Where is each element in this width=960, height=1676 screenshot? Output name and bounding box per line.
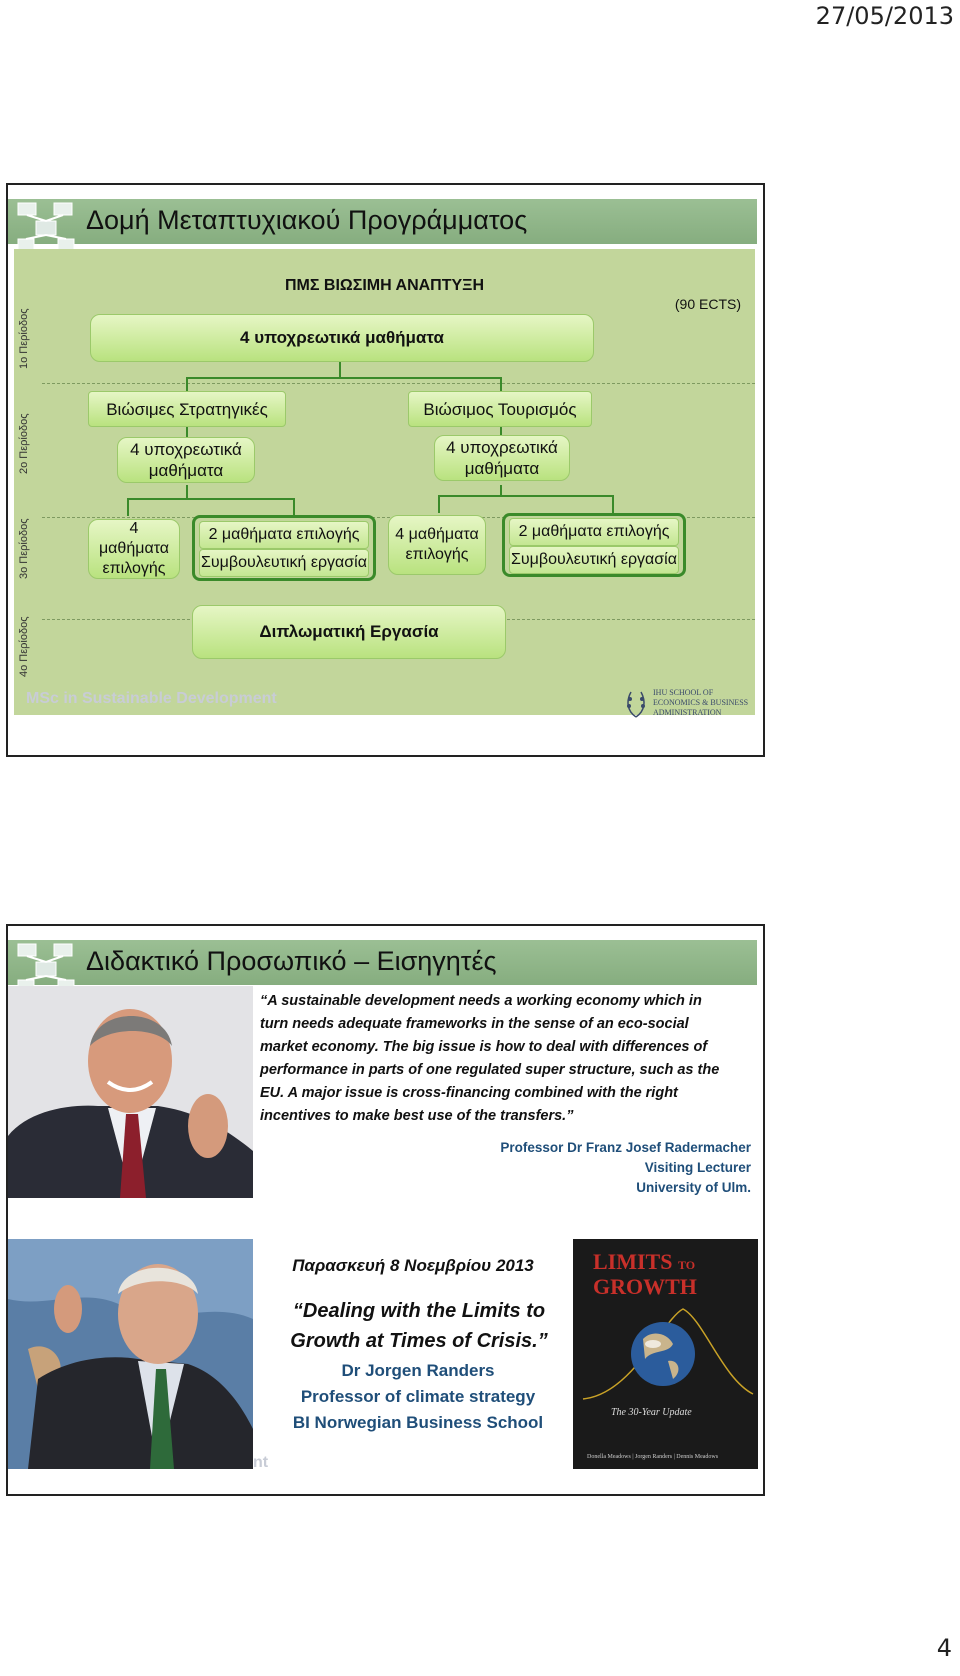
thesis-box: Διπλωματική Εργασία	[192, 605, 506, 659]
connector-line	[186, 377, 501, 379]
speaker-affiliation: BI Norwegian Business School	[292, 1413, 544, 1432]
connector-line	[186, 377, 188, 391]
period-label-1: 1ο Περίοδος	[18, 308, 30, 369]
event-date: Παρασκευή 8 Νοεμβρίου 2013	[292, 1256, 534, 1275]
logo-text: IHU SCHOOL OF ECONOMICS & BUSINESS ADMINISTRATION	[653, 688, 749, 717]
laurel-icon	[623, 689, 649, 719]
connector-line	[127, 498, 129, 516]
slide-teaching-staff	[6, 924, 765, 1496]
slide-title: Δομή Μεταπτυχιακού Προγράμματος	[86, 205, 528, 235]
slide-program-structure	[6, 183, 765, 757]
connector-line	[186, 485, 188, 499]
option-box-tourism	[502, 513, 686, 577]
option-project: Συμβουλευτική εργασία	[509, 546, 679, 574]
connector-line	[339, 362, 341, 378]
network-icon	[14, 199, 78, 255]
connector-line	[127, 498, 295, 500]
connector-line	[438, 495, 614, 497]
period-label-2: 2ο Περίοδος	[18, 413, 30, 474]
ects-label: (90 ECTS)	[674, 296, 741, 312]
book-authors: Donella Meadows | Jorgen Randers | Dennis Meadows	[587, 1454, 719, 1460]
electives-box-strategies: 4 μαθήματα επιλογής	[88, 519, 180, 579]
earth-icon	[573, 1299, 758, 1409]
period-label-3: 3ο Περίοδος	[18, 518, 30, 579]
speaker-photo	[8, 1239, 253, 1469]
track-name-strategies: Βιώσιμες Στρατηγικές	[88, 391, 286, 427]
attribution-affiliation: University of Ulm.	[636, 1180, 751, 1195]
attribution-role: Visiting Lecturer	[644, 1160, 751, 1175]
speaker-role: Professor of climate strategy	[300, 1387, 536, 1406]
event-title: “Dealing with the Limits to Growth at Times of Crisis.”	[290, 1300, 548, 1352]
track-mandatory-tourism: 4 υποχρεωτικά μαθήματα	[434, 435, 570, 481]
period-separator	[42, 383, 755, 384]
option-electives: 2 μαθήματα επιλογής	[199, 521, 369, 549]
book-cover	[573, 1239, 758, 1469]
lecturer-quote: “A sustainable development needs a working economy which in turn needs adequate frameworks in the sense of an eco-social market economy. The big issue is how to deal with differences of performance in parts of one regulated super structure, such as the EU. A major issue is cross-financing combined with the right incentives to make best use of the transfers.”	[260, 993, 720, 1124]
electives-box-tourism: 4 μαθήματα επιλογής	[388, 515, 486, 575]
slide-footer: MSc in Sustainable Development	[26, 690, 277, 707]
option-electives: 2 μαθήματα επιλογής	[509, 518, 679, 546]
option-box-strategies	[192, 515, 376, 581]
connector-line	[293, 498, 295, 516]
program-diagram	[14, 249, 755, 715]
quote-attribution	[500, 1138, 751, 1198]
program-title: ΠΜΣ ΒΙΩΣΙΜΗ ΑΝΑΠΤΥΞΗ	[284, 277, 485, 294]
slide-title: Διδακτικό Προσωπικό – Εισηγητές	[86, 946, 497, 976]
connector-line	[438, 495, 440, 513]
header-date: 27/05/2013	[815, 2, 954, 30]
core-courses-box: 4 υποχρεωτικά μαθήματα	[90, 314, 594, 362]
book-title: LIMITS TO GROWTH	[593, 1249, 697, 1299]
option-project: Συμβουλευτική εργασία	[199, 549, 369, 577]
lecturer-photo	[8, 986, 253, 1198]
page-number: 4	[936, 1634, 952, 1662]
track-name-tourism: Βιώσιμος Τουρισμός	[408, 391, 592, 427]
speaker-name: Dr Jorgen Randers	[341, 1361, 495, 1380]
period-label-4: 4ο Περίοδος	[18, 616, 30, 677]
slide-title-bar	[8, 940, 757, 985]
speaker-info	[253, 1358, 583, 1436]
slide-title-bar	[8, 199, 757, 244]
slide-footer-fragment: nt	[253, 1454, 269, 1471]
connector-line	[500, 377, 502, 391]
attribution-name: Professor Dr Franz Josef Radermacher	[500, 1140, 751, 1155]
track-mandatory-strategies: 4 υποχρεωτικά μαθήματα	[117, 437, 255, 483]
book-subtitle: The 30-Year Update	[611, 1407, 692, 1418]
connector-line	[612, 495, 614, 513]
school-logo	[623, 687, 753, 721]
